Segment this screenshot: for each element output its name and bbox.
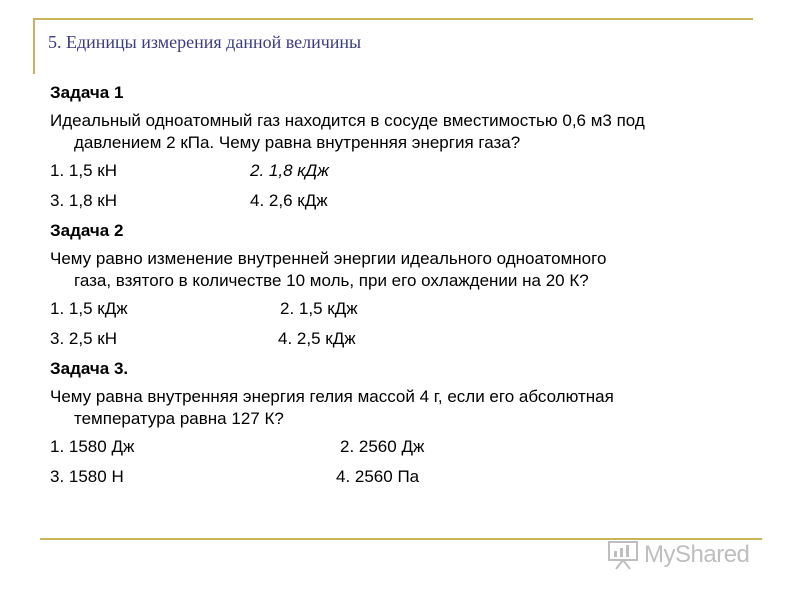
watermark-text: MyShared: [644, 541, 750, 568]
task-3-answer-4: 4. 2560 Па: [336, 467, 420, 486]
watermark: [606, 538, 766, 572]
slide-content: [50, 82, 770, 496]
slide-title: 5. Единицы измерения данной величины: [48, 32, 362, 52]
task-1-answer-2: 2. 1,8 кДж: [250, 161, 329, 180]
task-3-question-line-2: температура равна 127 К?: [74, 409, 284, 428]
task-3-answers-row-1: [50, 436, 770, 458]
task-1-heading: Задача 1: [50, 83, 124, 102]
task-3-answer-2: 2. 2560 Дж: [340, 437, 425, 456]
top-divider: [33, 18, 753, 20]
task-1-answers-row-1: [50, 160, 770, 182]
left-divider: [33, 18, 35, 74]
task-1-question-line-2: давлением 2 кПа. Чему равна внутренняя энергия газа?: [74, 133, 521, 152]
task-3-question-line-1: Чему равна внутренняя энергия гелия массой 4 г, если его абсолютная: [50, 387, 614, 406]
task-3-answer-1: 1. 1580 Дж: [50, 437, 135, 456]
task-2-heading: Задача 2: [50, 221, 124, 240]
task-2-answers-row-2: [50, 328, 770, 350]
task-2-question: [50, 248, 764, 292]
task-2-question-line-1: Чему равно изменение внутренней энергии идеального одноатомного: [50, 249, 607, 268]
task-3-heading: Задача 3.: [50, 359, 129, 378]
task-3-answer-3: 3. 1580 Н: [50, 467, 124, 486]
task-2-answer-1: 1. 1,5 кДж: [50, 299, 128, 318]
task-3-answers-row-2: [50, 466, 770, 488]
presentation-board-icon: [606, 539, 640, 571]
task-3-question: [50, 386, 764, 430]
task-1-question-line-1: Идеальный одноатомный газ находится в сосуде вместимостью 0,6 м3 под: [50, 111, 645, 130]
task-2-question-line-2: газа, взятого в количестве 10 моль, при его охлаждении на 20 К?: [74, 271, 589, 290]
task-2-answer-2: 2. 1,5 кДж: [280, 299, 358, 318]
task-1-question: [50, 110, 764, 154]
task-2-answer-3: 3. 2,5 кН: [50, 329, 117, 348]
task-1-answers-row-2: [50, 190, 770, 212]
task-1-answer-3: 3. 1,8 кН: [50, 191, 117, 210]
task-2-answers-row-1: [50, 298, 770, 320]
task-1-answer-4: 4. 2,6 кДж: [250, 191, 328, 210]
task-1-answer-1: 1. 1,5 кН: [50, 161, 117, 180]
task-2-answer-4: 4. 2,5 кДж: [278, 329, 356, 348]
